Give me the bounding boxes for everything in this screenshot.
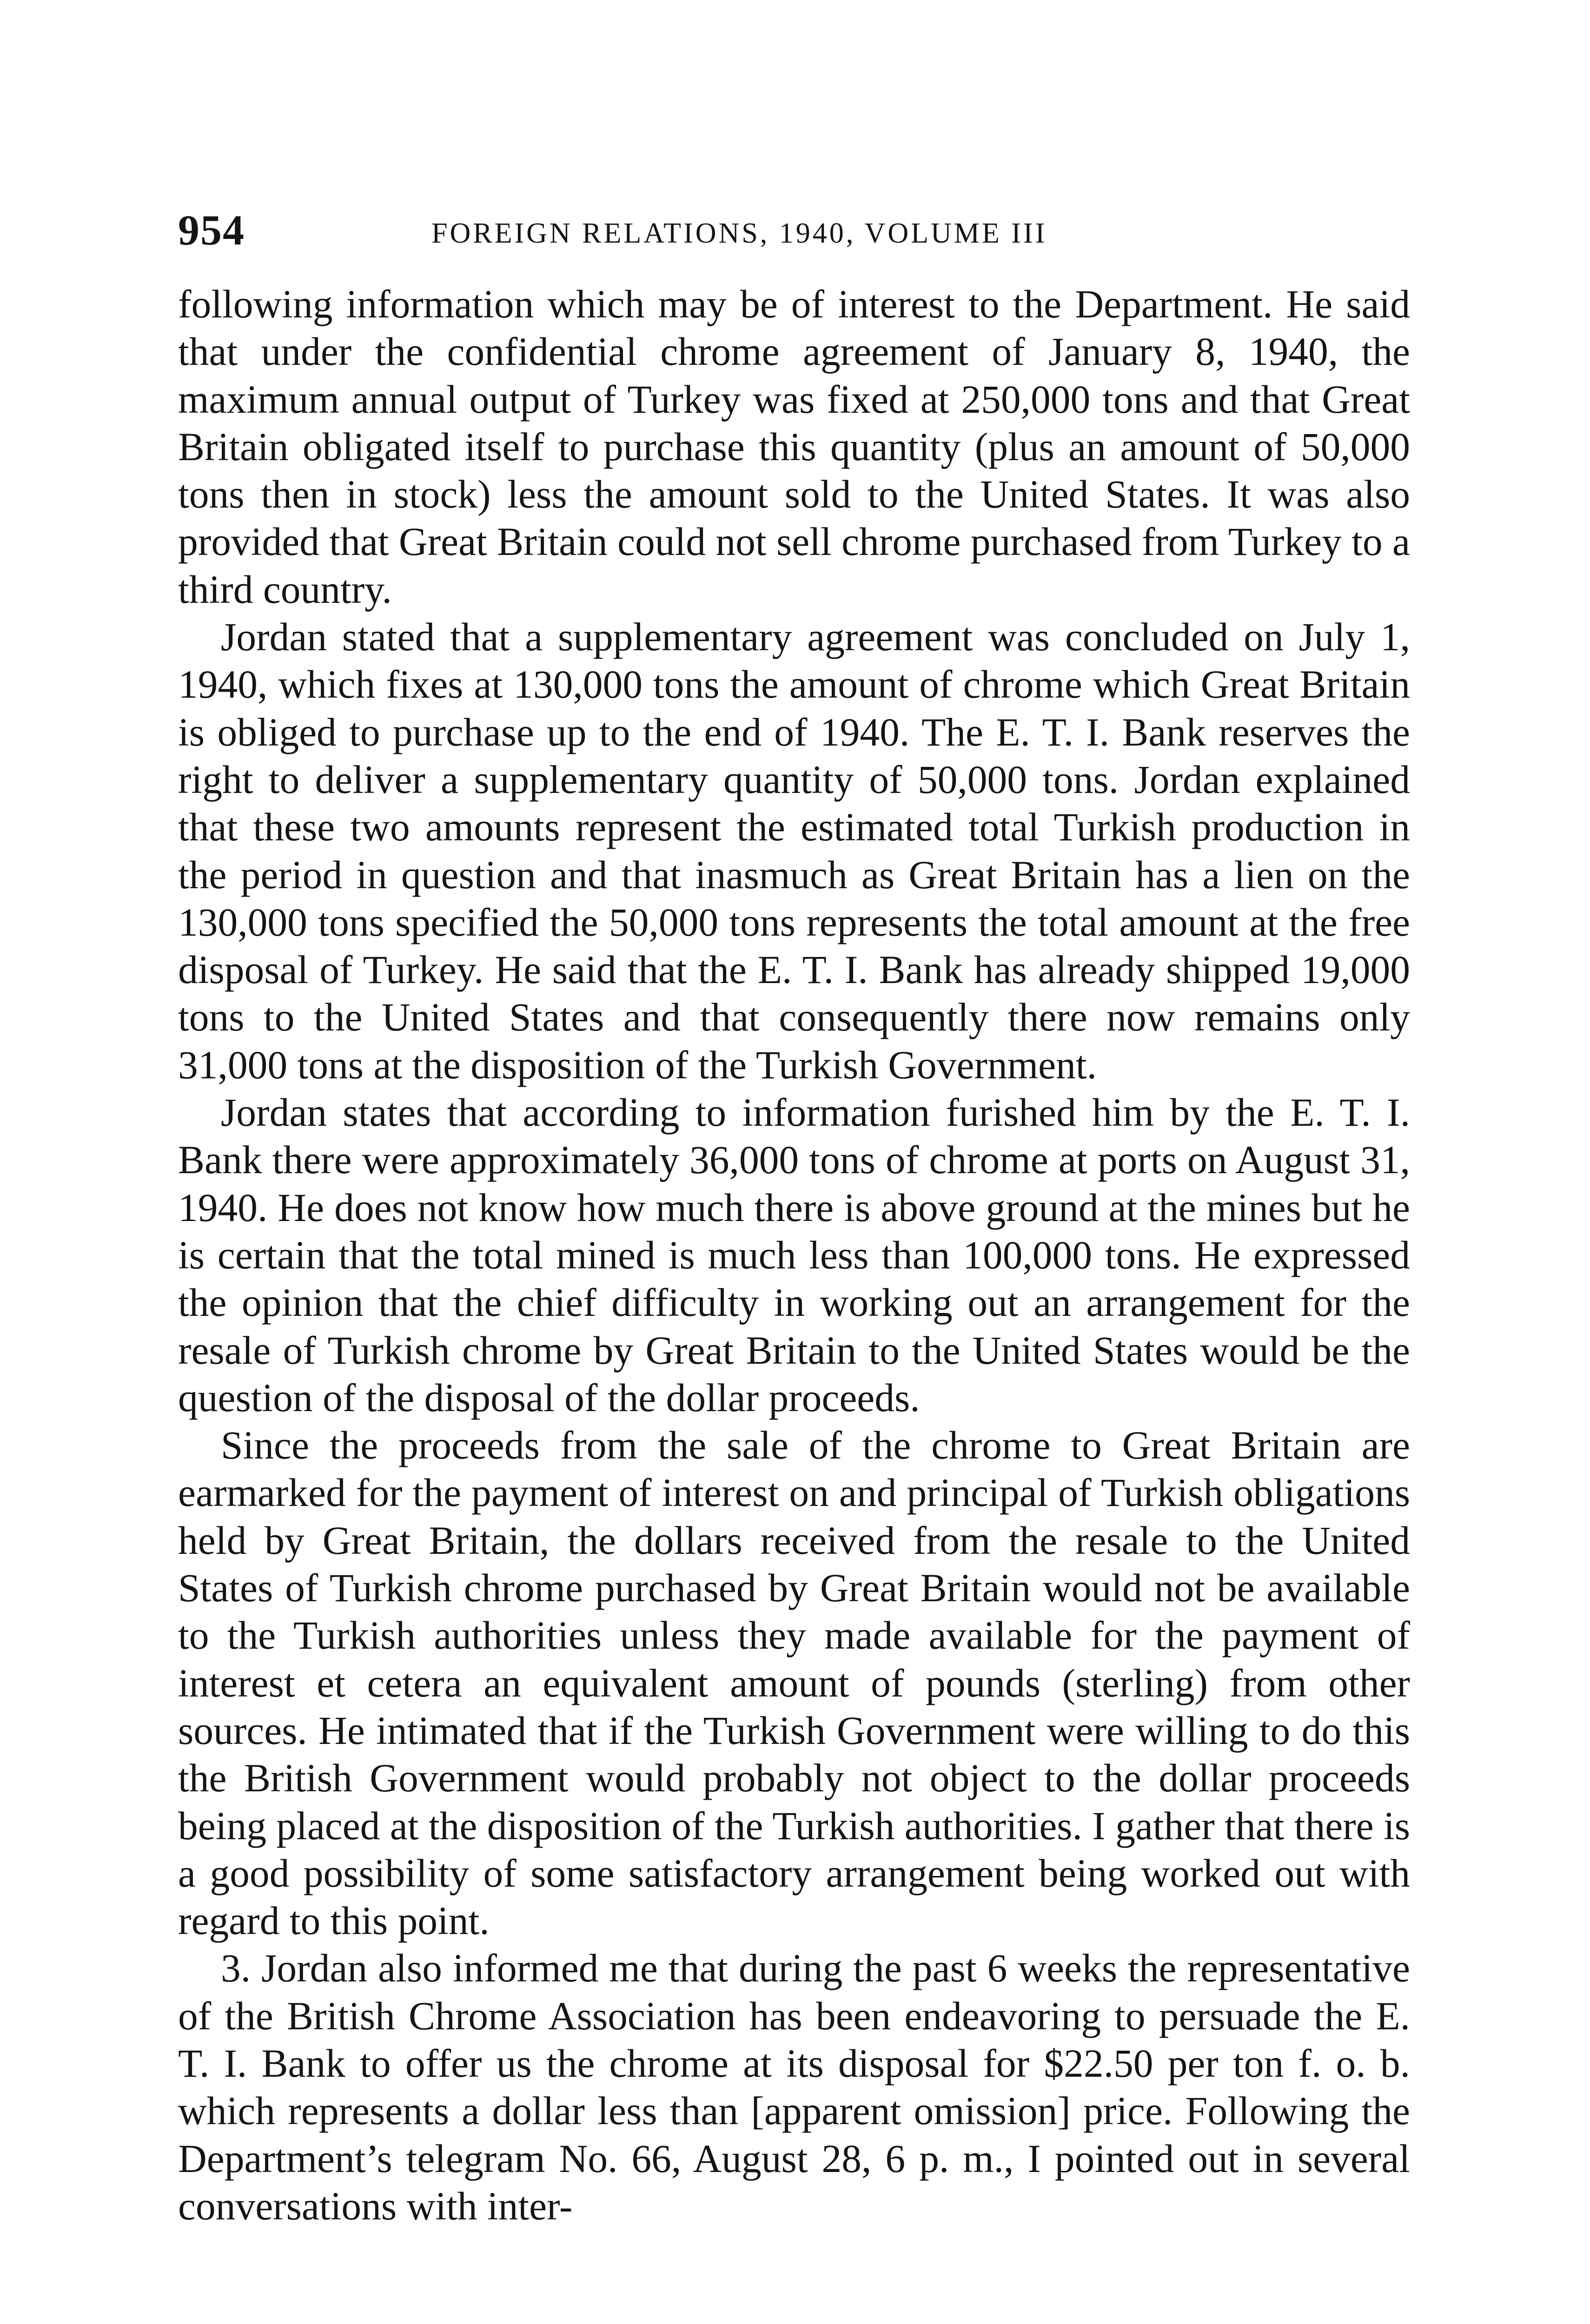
running-header	[178, 205, 1410, 256]
paragraph-chrome-at-ports: Jordan states that according to information furished him by the E. T. I. Bank there were approximately 36,000 tons of chrome at ports on August 31, 1940. He does not know how much there is above ground at the mines but he is certain that the total mined is much less than 100,000 tons. He expressed the opinion that the chief difficulty in working out an arrangement for the resale of Turkish chrome by Great Britain to the United States would be the question of the disposal of the dollar proceeds.	[178, 1091, 1410, 1420]
running-title: FOREIGN RELATIONS, 1940, VOLUME III	[431, 218, 1047, 249]
page-number: 954	[178, 206, 245, 254]
paragraph-supplementary-agreement: Jordan stated that a supplementary agreement was concluded on July 1, 1940, which fixes at 130,000 tons the amount of chrome which Great Britain is obliged to purchase up to the end of 1940. The E. T. I. Bank reserves the right to deliver a supplementary quantity of 50,000 tons. Jordan explained that these two amounts represent the estimated total Turkish production in the period in question and that inasmuch as Great Britain has a lien on the 130,000 tons specified the 50,000 tons represents the total amount at the free disposal of Turkey. He said that the E. T. I. Bank has already shipped 19,000 tons to the United States and that consequently there now remains only 31,000 tons at the disposition of the Turkish Government.	[178, 615, 1410, 1087]
paragraph-dollar-proceeds: Since the proceeds from the sale of the chrome to Great Britain are earmarked for the payment of interest on and principal of Turkish obligations held by Great Britain, the dollars received from the resale to the United States of Turkish chrome purchased by Great Britain would not be available to the Turkish authorities unless they made available for the payment of interest et cetera an equivalent amount of pounds (sterling) from other sources. He intimated that if the Turkish Government were willing to do this the British Government would probably not object to the dollar proceeds being placed at the disposition of the Turkish authorities. I gather that there is a good possibility of some satisfactory arrangement being worked out with regard to this point.	[178, 1424, 1410, 1943]
paragraph-continued: following information which may be of interest to the Department. He said that under the confidential chrome agreement of January 8, 1940, the maximum annual output of Turkey was fixed at 250,000 tons and that Great Britain obligated itself to purchase this quantity (plus an amount of 50,000 tons then in stock) less the amount sold to the United States. It was also provided that Great Britain could not sell chrome purchased from Turkey to a third country.	[178, 283, 1410, 612]
paragraph-item-3: 3. Jordan also informed me that during the past 6 weeks the representative of the British Chrome Association has been endeavoring to persuade the E. T. I. Bank to offer us the chrome at its disposal for $22.50 per ton f. o. b. which represents a dollar less than [apparent omission] price. Following the Department’s telegram No. 66, August 28, 6 p. m., I pointed out in several conversations with inter-	[178, 1947, 1410, 2228]
body-text	[178, 281, 1410, 2230]
